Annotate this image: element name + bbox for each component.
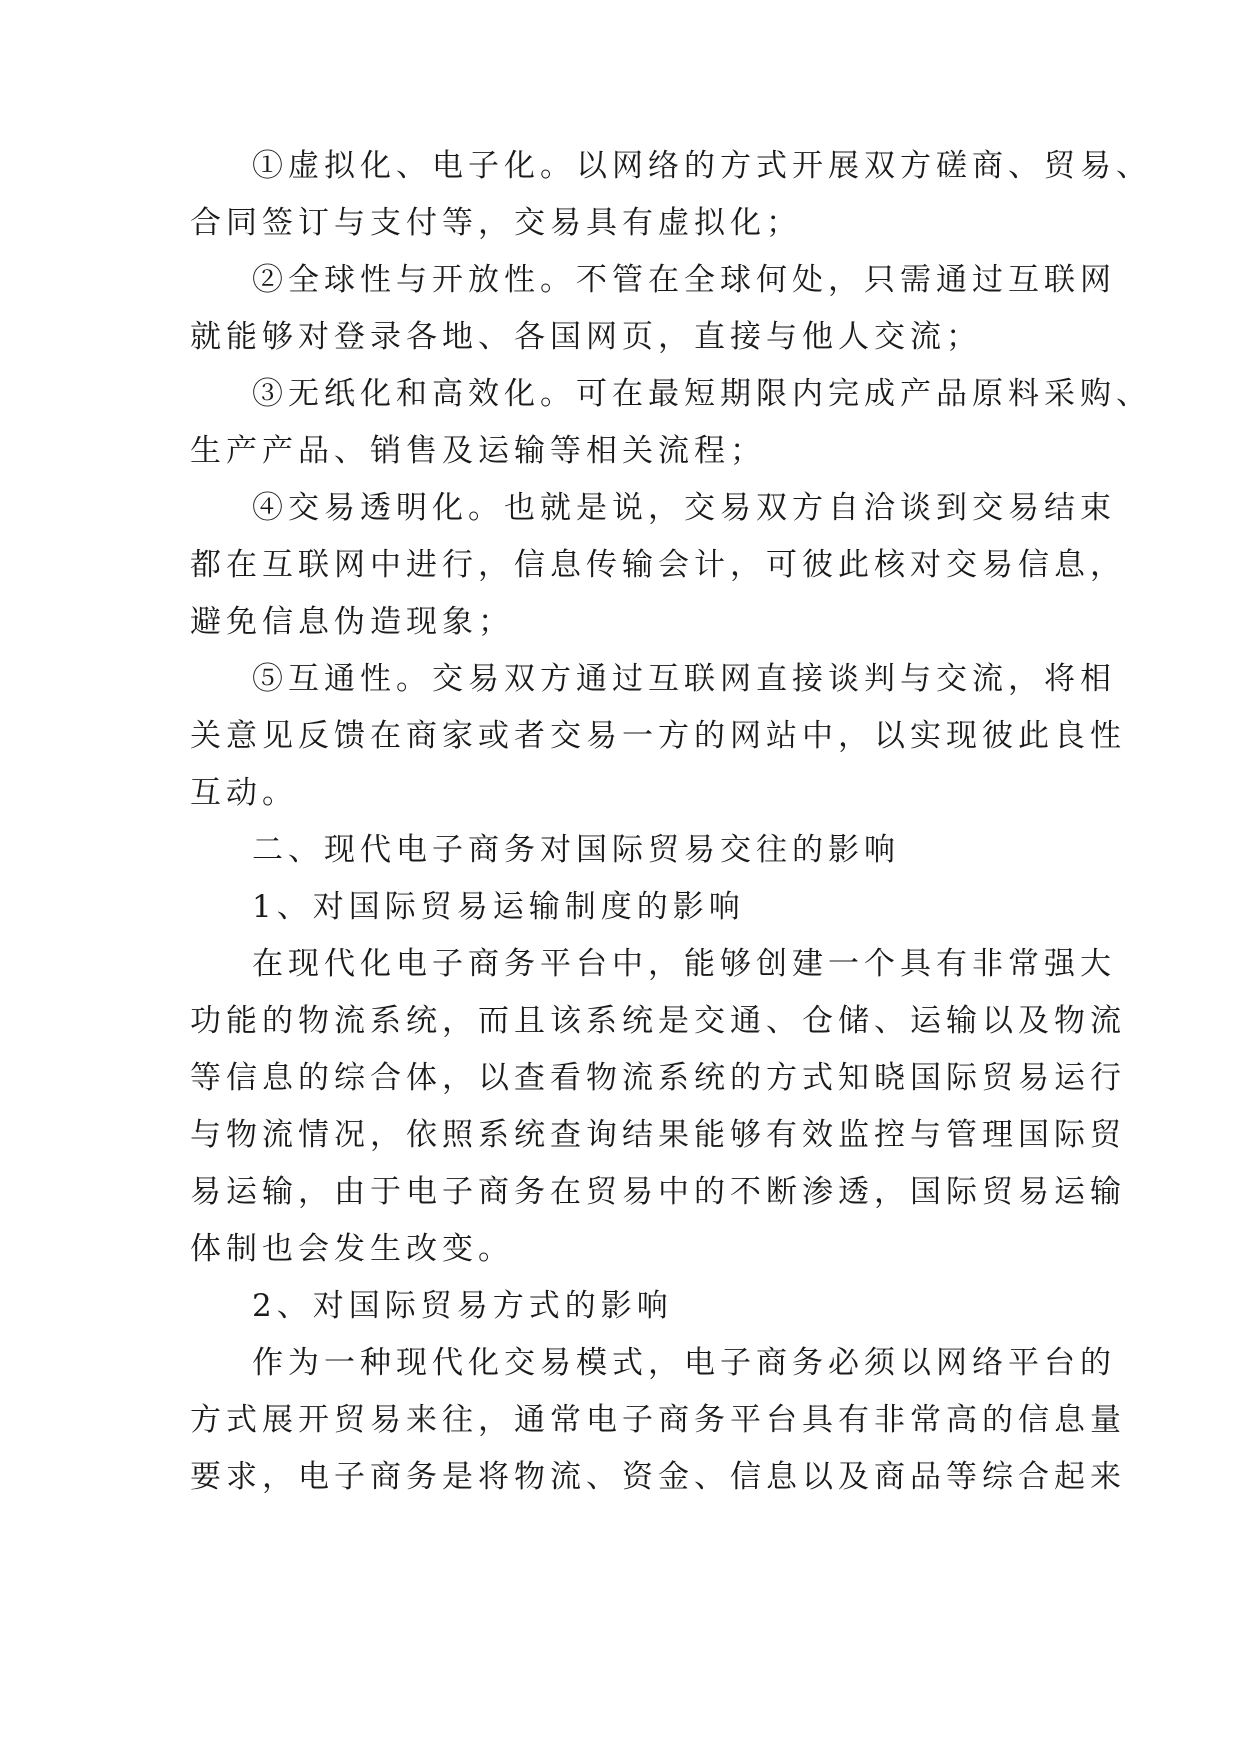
text-line: ③无纸化和高效化。可在最短期限内完成产品原料采购、 bbox=[252, 376, 1152, 412]
text-line: 关意见反馈在商家或者交易一方的网站中，以实现彼此良性 bbox=[190, 718, 1126, 754]
text-line: ⑤互通性。交易双方通过互联网直接谈判与交流，将相 bbox=[252, 661, 1116, 697]
text-line: ④交易透明化。也就是说，交易双方自洽谈到交易结束 bbox=[252, 490, 1116, 526]
subsection-heading: 1、对国际贸易运输制度的影响 bbox=[252, 889, 745, 925]
text-line: 体制也会发生改变。 bbox=[190, 1231, 514, 1267]
text-line: ②全球性与开放性。不管在全球何处，只需通过互联网 bbox=[252, 262, 1116, 298]
text-line: 作为一种现代化交易模式，电子商务必须以网络平台的 bbox=[252, 1345, 1116, 1381]
text-line: 生产产品、销售及运输等相关流程； bbox=[190, 433, 766, 469]
text-line: 功能的物流系统，而且该系统是交通、仓储、运输以及物流 bbox=[190, 1003, 1126, 1039]
text-line: 要求，电子商务是将物流、资金、信息以及商品等综合起来 bbox=[190, 1459, 1126, 1495]
text-line: 与物流情况，依照系统查询结果能够有效监控与管理国际贸 bbox=[190, 1117, 1126, 1153]
subsection-heading: 2、对国际贸易方式的影响 bbox=[252, 1288, 673, 1324]
text-line: ①虚拟化、电子化。以网络的方式开展双方磋商、贸易、 bbox=[252, 148, 1152, 184]
text-line: 在现代化电子商务平台中，能够创建一个具有非常强大 bbox=[252, 946, 1116, 982]
text-line: 都在互联网中进行，信息传输会计，可彼此核对交易信息， bbox=[190, 547, 1126, 583]
section-heading: 二、现代电子商务对国际贸易交往的影响 bbox=[252, 832, 900, 868]
text-line: 合同签订与支付等，交易具有虚拟化； bbox=[190, 205, 802, 241]
text-line: 互动。 bbox=[190, 775, 298, 811]
text-line: 易运输，由于电子商务在贸易中的不断渗透，国际贸易运输 bbox=[190, 1174, 1126, 1210]
text-line: 方式展开贸易来往，通常电子商务平台具有非常高的信息量 bbox=[190, 1402, 1126, 1438]
text-line: 就能够对登录各地、各国网页，直接与他人交流； bbox=[190, 319, 982, 355]
text-line: 等信息的综合体，以查看物流系统的方式知晓国际贸易运行 bbox=[190, 1060, 1126, 1096]
text-line: 避免信息伪造现象； bbox=[190, 604, 514, 640]
